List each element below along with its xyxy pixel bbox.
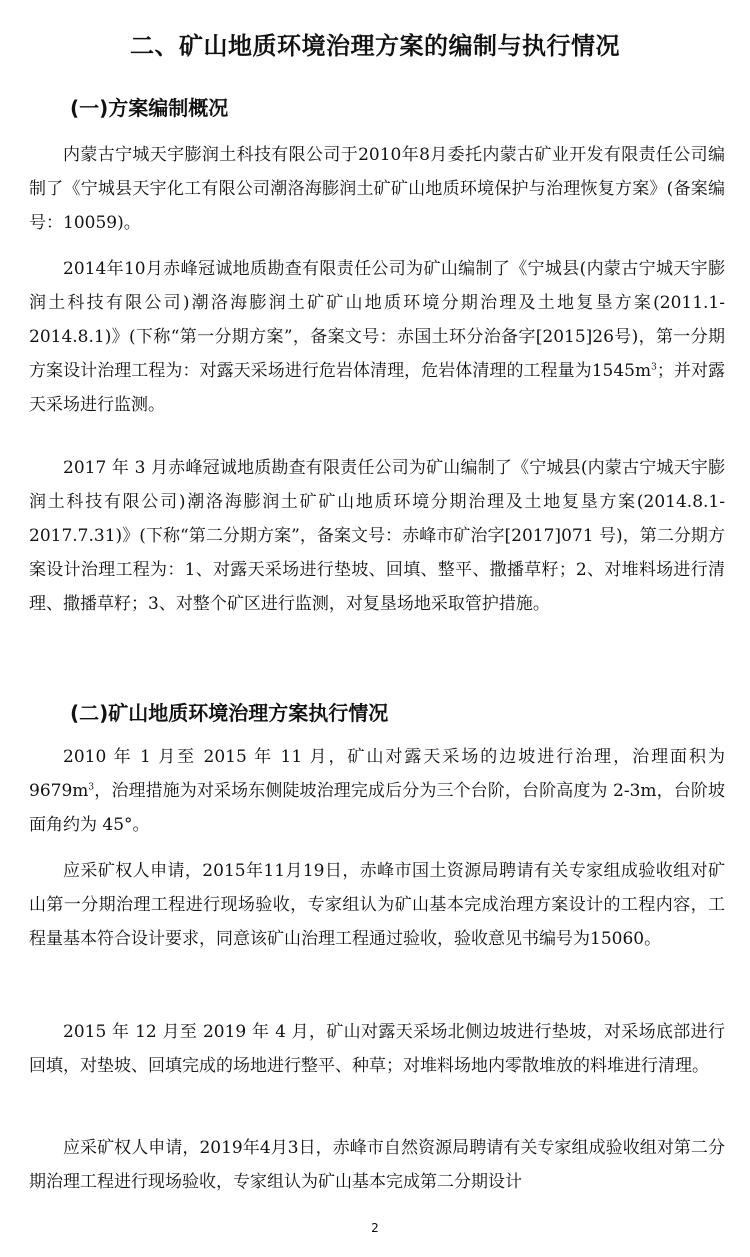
superscript: 3 <box>88 782 95 793</box>
paragraph: 应采矿权人申请，2015年11月19日，赤峰市国土资源局聘请有关专家组成验收组对矿山第一分期治理工程进行现场验收，专家组认为矿山基本完成治理方案设计的工程内容，工程量基本符合设计要求，同意该矿山治理工程通过验收，验收意见书编号为15060。 <box>29 861 725 949</box>
section-heading-plan-overview: (一)方案编制概况 <box>70 96 229 120</box>
paragraph: 2015 年 12 月至 2019 年 4 月，矿山对露天采场北侧边坡进行垫坡，对采场底部进行回填，对垫坡、回填完成的场地进行整平、种草；对堆料场地内零散堆放的料堆进行清理。 <box>29 1022 725 1076</box>
paragraph-text: ，治理措施为对采场东侧陡坡治理完成后分为三个台阶，台阶高度为 2-3m，台阶坡面角约为 45°。 <box>29 781 725 835</box>
paragraph-text: 2014年10月赤峰冠诚地质勘查有限责任公司为矿山编制了《宁城县(内蒙古宁城天宇膨润土科技有限公司)潮洛海膨润土矿矿山地质环境分期治理及土地复垦方案(2011.1-2014.8.1)》(下称“第一分期方案”，备案文号：赤国土环分治备字[2015]26号)，第一分期方案设计治理工程为：对露天采场进行危岩体清理，危岩体清理的工程量为1545m <box>29 259 725 381</box>
paragraph <box>29 252 725 422</box>
page-title: 二、矿山地质环境治理方案的编制与执行情况 <box>130 32 620 60</box>
paragraph <box>29 740 725 842</box>
paragraph: 应采矿权人申请，2019年4月3日，赤峰市自然资源局聘请有关专家组成验收组对第二分期治理工程进行现场验收，专家组认为矿山基本完成第二分期设计 <box>29 1138 725 1192</box>
paragraph-text: ；并对露天采场进行监测。 <box>29 361 725 415</box>
paragraph-text: 2010 年 1 月至 2015 年 11 月，矿山对露天采场的边坡进行治理，治理面积为 9679m <box>29 747 725 801</box>
paragraph: 内蒙古宁城天宇膨润土科技有限公司于2010年8月委托内蒙古矿业开发有限责任公司编制了《宁城县天宇化工有限公司潮洛海膨润土矿矿山地质环境保护与治理恢复方案》(备案编号：10059)。 <box>29 145 725 233</box>
page-number: 2 <box>371 1221 379 1235</box>
superscript: 3 <box>651 362 657 373</box>
paragraph: 2017 年 3 月赤峰冠诚地质勘查有限责任公司为矿山编制了《宁城县(内蒙古宁城天宇膨润土科技有限公司)潮洛海膨润土矿矿山地质环境分期治理及土地复垦方案(2014.8.1-2017.7.31)》(下称“第二分期方案”，备案文号：赤峰市矿治字[2017]071 号)，第二分期方案设计治理工程为：1、对露天采场进行垫坡、回填、整平、撒播草籽；2、对堆料场进行清理、撒播草籽；3、对整个矿区进行监测，对复垦场地采取管护措施。 <box>29 458 725 614</box>
section-heading-plan-execution: (二)矿山地质环境治理方案执行情况 <box>70 701 389 725</box>
